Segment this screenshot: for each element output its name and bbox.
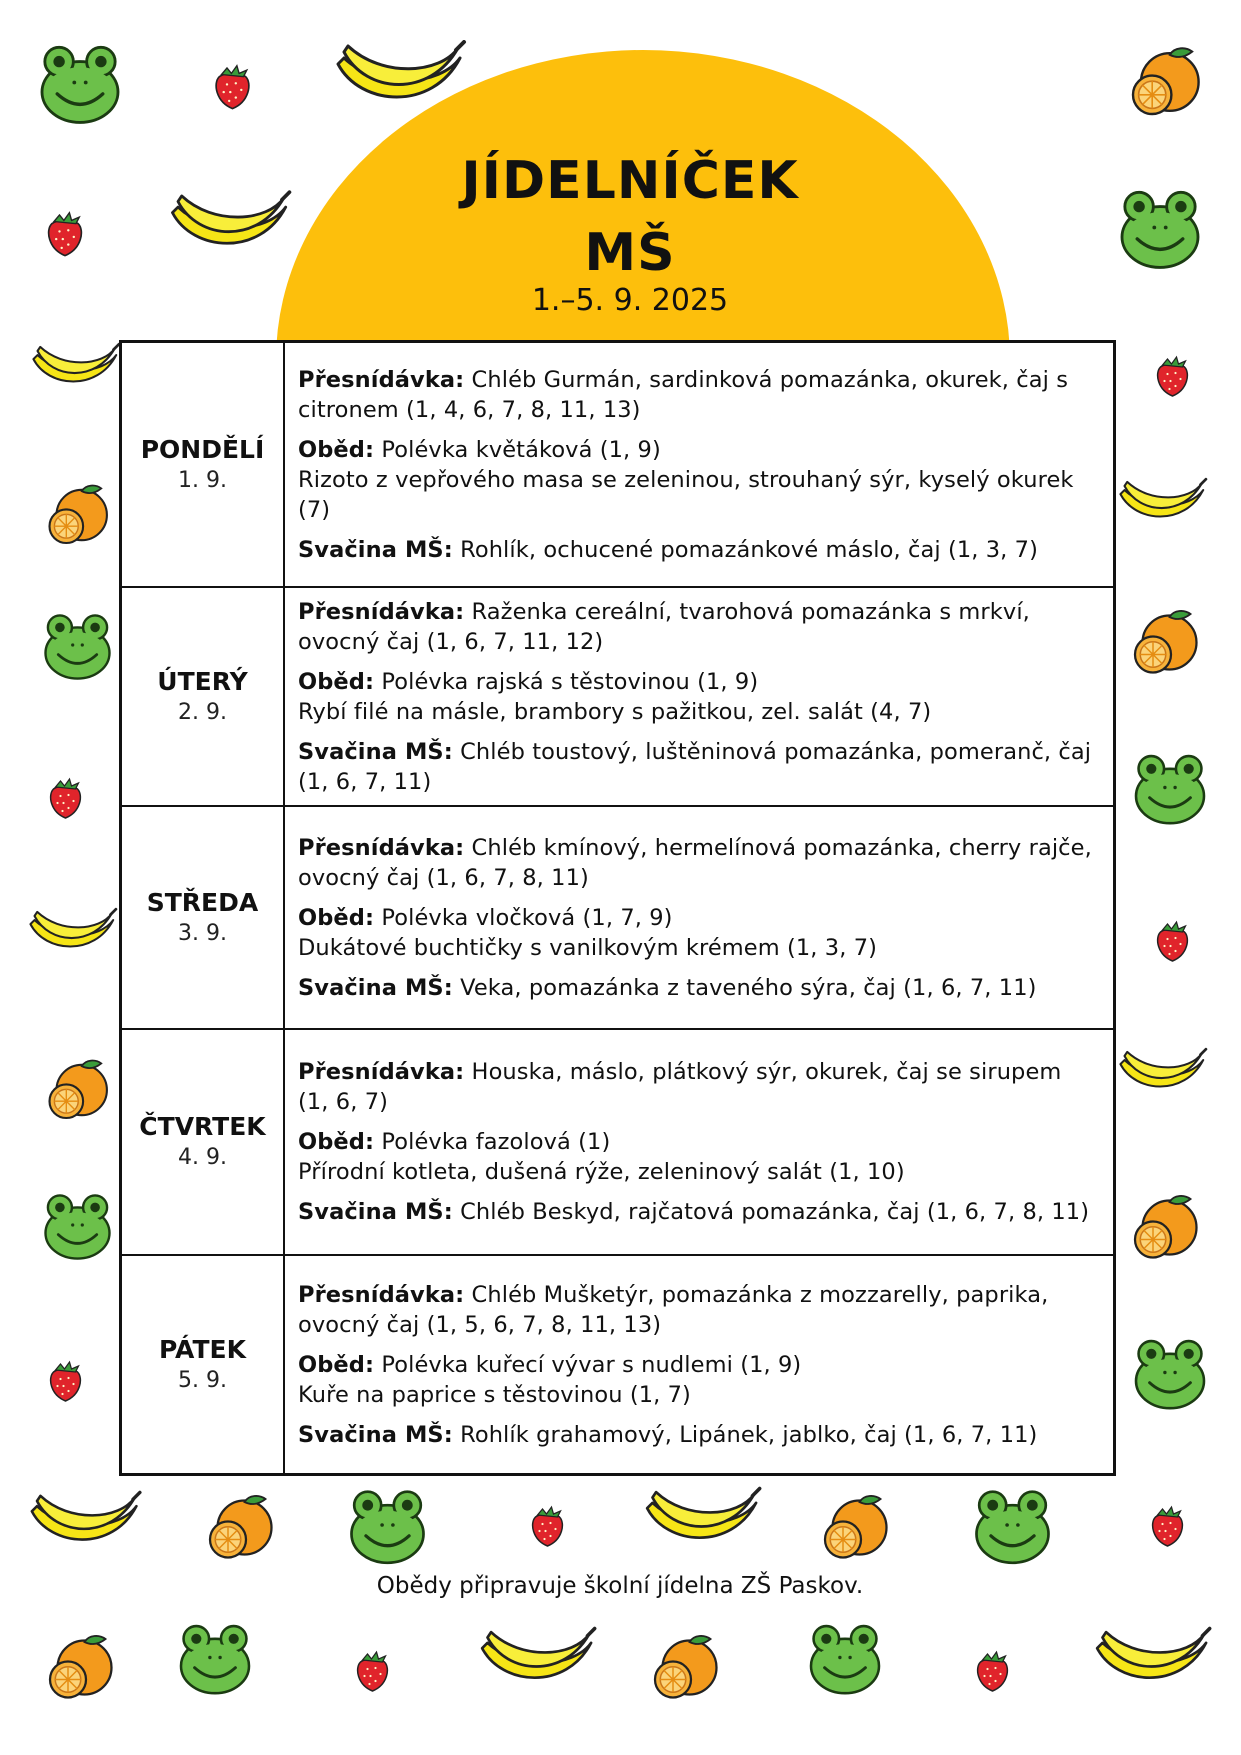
day-row-tuesday	[122, 588, 1113, 807]
lunch-main: Rybí filé na másle, brambory s pažitkou, zel. salát (4, 7)	[298, 698, 932, 725]
lunch-soup: Polévka kuřecí vývar s nudlemi (1, 9)	[381, 1351, 802, 1378]
menu-table	[119, 340, 1116, 1476]
banana-icon	[640, 1485, 765, 1560]
day-row-thursday	[122, 1030, 1113, 1256]
snack-pm	[298, 1197, 1099, 1227]
date-range: 1.–5. 9. 2025	[531, 283, 729, 318]
banana-icon	[1115, 1040, 1210, 1110]
frog-icon	[170, 1615, 260, 1700]
lunch-soup: Polévka fazolová (1)	[381, 1129, 611, 1155]
page-title	[330, 145, 930, 289]
snack-am-text: Raženka cereální, tvarohová pomazánka s mrkví, ovocný čaj (1, 6, 7, 11, 12)	[298, 598, 1030, 655]
snack-pm-text: Veka, pomazánka z taveného sýra, čaj (1, 6, 7, 11)	[460, 974, 1037, 1001]
day-date: 4. 9.	[178, 1145, 227, 1170]
frog-icon	[340, 1480, 435, 1570]
snack-pm-label: Svačina MŠ:	[298, 974, 453, 1001]
snack-am	[298, 1280, 1099, 1340]
meals-cell	[285, 588, 1113, 805]
lunch-label: Oběd:	[298, 1129, 375, 1155]
snack-am	[298, 833, 1099, 893]
snack-am-label: Přesnídávka:	[298, 598, 465, 625]
lunch-label: Oběd:	[298, 436, 375, 463]
footer-note: Obědy připravuje školní jídelna ZŠ Paskov.	[376, 1573, 864, 1599]
day-date: 2. 9.	[178, 699, 227, 725]
lunch-main: Rizoto z vepřového masa se zeleninou, strouhaný sýr, kyselý okurek (7)	[298, 466, 1074, 523]
snack-am-text: Houska, máslo, plátkový sýr, okurek, čaj se sirupem (1, 6, 7)	[298, 1059, 1062, 1115]
lunch-label: Oběd:	[298, 668, 375, 695]
orange-icon	[40, 1630, 120, 1705]
day-date: 1. 9.	[178, 467, 227, 493]
snack-pm-text: Chléb toustový, luštěninová pomazánka, pomeranč, čaj (1, 6, 7, 11)	[298, 738, 1092, 795]
title-line-1: JÍDELNÍČEK	[461, 151, 799, 211]
day-cell	[122, 807, 285, 1028]
orange-icon	[200, 1490, 280, 1565]
title-line-2: MŠ	[584, 223, 676, 283]
orange-icon	[1125, 605, 1205, 680]
frog-icon	[800, 1615, 890, 1700]
meals-cell	[285, 1256, 1113, 1473]
strawberry-icon	[1140, 1500, 1195, 1550]
day-name: ÚTERÝ	[157, 666, 248, 696]
lunch-main: Přírodní kotleta, dušená rýže, zeleninový salát (1, 10)	[298, 1159, 905, 1185]
day-date: 3. 9.	[178, 920, 227, 946]
snack-pm	[298, 535, 1099, 565]
banana-icon	[165, 190, 295, 265]
lunch-soup: Polévka rajská s těstovinou (1, 9)	[381, 668, 759, 695]
day-name: PÁTEK	[159, 1334, 246, 1364]
lunch	[298, 1127, 1099, 1187]
snack-am-text: Chléb Gurmán, sardinková pomazánka, okurek, čaj s citronem (1, 4, 6, 7, 8, 11, 13)	[298, 366, 1069, 423]
snack-pm-label: Svačina MŠ:	[298, 738, 453, 765]
lunch	[298, 667, 1099, 727]
snack-pm-label: Svačina MŠ:	[298, 1199, 453, 1225]
day-date: 5. 9.	[178, 1367, 227, 1393]
snack-am-text: Chléb Mušketýr, pomazánka z mozzarelly, paprika, ovocný čaj (1, 5, 6, 7, 8, 11, 13)	[298, 1281, 1049, 1338]
snack-pm	[298, 973, 1099, 1003]
banana-icon	[475, 1625, 600, 1700]
banana-icon	[28, 335, 123, 405]
snack-am-text: Chléb kmínový, hermelínová pomazánka, cherry rajče, ovocný čaj (1, 6, 7, 8, 11)	[298, 834, 1092, 891]
frog-icon	[965, 1480, 1060, 1570]
day-cell	[122, 588, 285, 805]
snack-am	[298, 365, 1099, 425]
day-name: STŘEDA	[146, 887, 259, 917]
lunch-soup: Polévka květáková (1, 9)	[381, 436, 661, 463]
day-cell	[122, 343, 285, 586]
lunch-soup: Polévka vločková (1, 7, 9)	[381, 904, 673, 931]
day-row-monday	[122, 343, 1113, 588]
strawberry-icon	[345, 1645, 400, 1695]
day-cell	[122, 1030, 285, 1254]
snack-pm-label: Svačina MŠ:	[298, 1421, 453, 1448]
day-name: PONDĚLÍ	[140, 434, 265, 464]
snack-pm	[298, 737, 1099, 797]
meals-cell	[285, 807, 1113, 1028]
banana-icon	[1090, 1625, 1215, 1700]
lunch	[298, 435, 1099, 525]
frog-icon	[1125, 1330, 1215, 1415]
orange-icon	[40, 480, 115, 550]
lunch-main: Dukátové buchtičky s vanilkovým krémem (1, 3, 7)	[298, 934, 878, 961]
lunch	[298, 903, 1099, 963]
day-cell	[122, 1256, 285, 1473]
snack-am-label: Přesnídávka:	[298, 1281, 465, 1308]
banana-icon	[1115, 470, 1210, 540]
frog-icon	[1105, 180, 1215, 275]
banana-icon	[25, 1490, 145, 1560]
frog-icon	[35, 1185, 120, 1265]
orange-icon	[645, 1630, 725, 1705]
strawberry-icon	[1145, 915, 1200, 965]
orange-icon	[40, 1055, 115, 1125]
orange-icon	[1120, 42, 1210, 122]
orange-icon	[1125, 1190, 1205, 1265]
snack-am	[298, 597, 1099, 657]
day-name: ČTVRTEK	[139, 1112, 266, 1141]
frog-icon	[1125, 745, 1215, 830]
strawberry-icon	[965, 1645, 1020, 1695]
orange-icon	[815, 1490, 895, 1565]
day-row-friday	[122, 1256, 1113, 1473]
strawberry-icon	[1145, 350, 1200, 400]
snack-am-label: Přesnídávka:	[298, 366, 465, 393]
lunch-label: Oběd:	[298, 904, 375, 931]
strawberry-icon	[38, 772, 93, 822]
strawberry-icon	[520, 1500, 575, 1550]
meals-cell	[285, 1030, 1113, 1254]
snack-pm-text: Rohlík, ochucené pomazánkové máslo, čaj (1, 3, 7)	[460, 536, 1038, 563]
snack-pm-label: Svačina MŠ:	[298, 536, 453, 563]
banana-icon	[25, 900, 120, 970]
snack-pm	[298, 1420, 1099, 1450]
lunch-main: Kuře na paprice s těstovinou (1, 7)	[298, 1381, 691, 1408]
strawberry-icon	[38, 1355, 93, 1405]
frog-icon	[35, 605, 120, 685]
strawberry-icon	[200, 58, 265, 113]
meals-cell	[285, 343, 1113, 586]
snack-am	[298, 1057, 1099, 1117]
lunch-label: Oběd:	[298, 1351, 375, 1378]
snack-pm-text: Rohlík grahamový, Lipánek, jablko, čaj (1, 6, 7, 11)	[460, 1421, 1038, 1448]
day-row-wednesday	[122, 807, 1113, 1030]
lunch	[298, 1350, 1099, 1410]
frog-icon	[30, 35, 130, 130]
snack-pm-text: Chléb Beskyd, rajčatová pomazánka, čaj (1, 6, 7, 8, 11)	[460, 1199, 1090, 1225]
snack-am-label: Přesnídávka:	[298, 834, 465, 861]
snack-am-label: Přesnídávka:	[298, 1059, 465, 1085]
strawberry-icon	[35, 205, 95, 260]
